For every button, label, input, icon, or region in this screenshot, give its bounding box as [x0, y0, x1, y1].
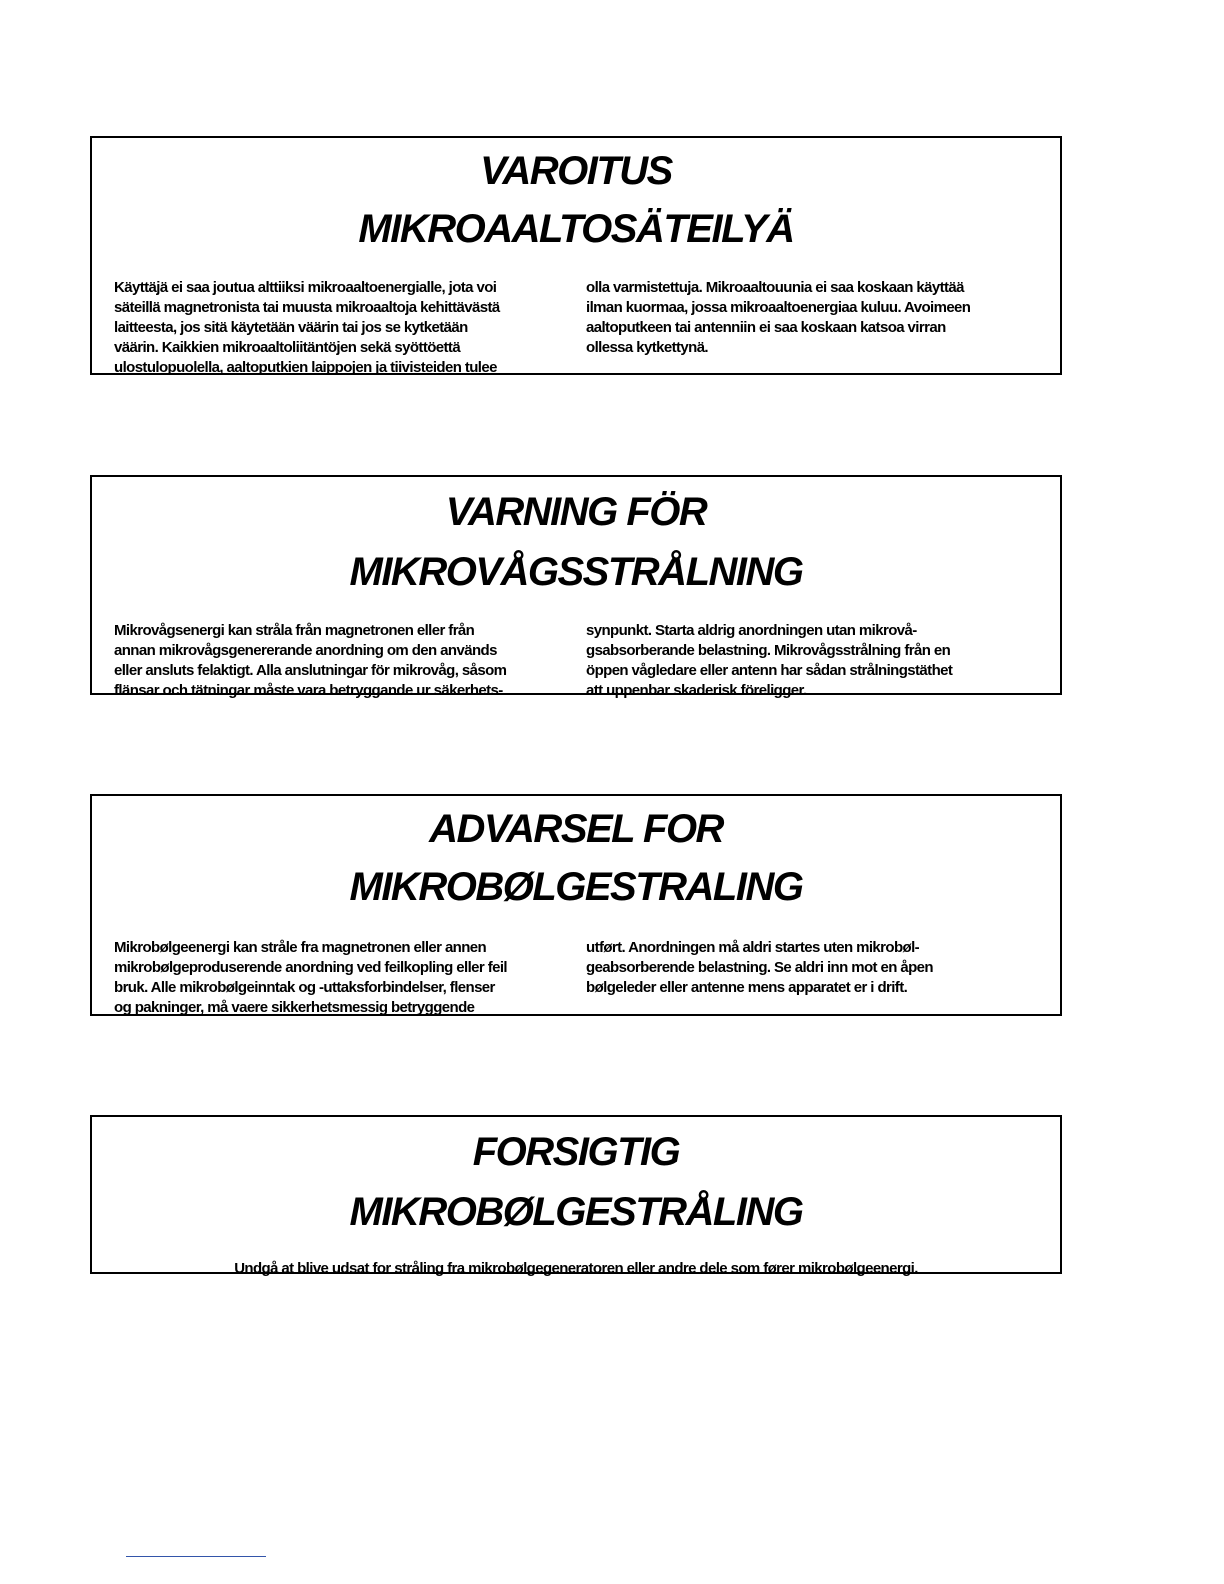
warning-box-norwegian — [90, 794, 1062, 1016]
warning-text-right: synpunkt. Starta aldrig anordningen utan mikrovå- gsabsorberande belastning. Mikrovågsstrålning från en öppen vågledare eller antenn har sådan strålningstäthet att uppenbar skaderisk föreligger. — [586, 622, 953, 699]
warning-title-line1: VARNING FÖR — [445, 490, 707, 534]
warning-text-left: Mikrovågsenergi kan stråla från magnetronen eller från annan mikrovågsgenererande anordning om den används eller ansluts felaktigt. Alla anslutningar för mikrovåg, såsom flänsar och tätningar måste vara betryggande ur säkerhets- — [114, 622, 507, 699]
footer-rule — [126, 1556, 266, 1557]
warning-title-line2: MIKROBØLGESTRÅLING — [349, 1190, 803, 1234]
warning-text-left: Mikrobølgeenergi kan stråle fra magnetronen eller annen mikrobølgeproduserende anordning ved feilkopling eller feil bruk. Alle mikrobølgeinntak og -uttaksforbindelser, flenser og pakninger, må vaere sikkerhetsmessig betryggende — [114, 939, 508, 1016]
warning-box-swedish — [90, 475, 1062, 699]
warning-text-columns — [92, 621, 1060, 701]
warning-box-finnish — [90, 136, 1062, 375]
warning-title-line1: FORSIGTIG — [472, 1130, 680, 1174]
warning-title-line2: MIKROVÅGSSTRÅLNING — [349, 550, 803, 594]
warning-text-columns — [92, 278, 1060, 378]
warning-title-line2: MIKROAALTOSÄTEILYÄ — [358, 207, 794, 251]
warning-text-right: utført. Anordningen må aldri startes uten mikrobøl- geabsorberende belastning. Se aldri inn mot en åpen bølgeleder eller antenne mens apparatet er i drift. — [586, 939, 933, 996]
warning-box-danish — [90, 1115, 1062, 1277]
warning-text-left: Käyttäjä ei saa joutua alttiiksi mikroaaltoenergialle, jota voi säteillä magnetronista tai muusta mikroaaltoja kehittävästä laitteesta, jos sitä käytetään väärin tai jos se kytketään väärin. Kaikkien mikroaaltoliitäntöjen sekä syöttöettä ulostulopuolella, aaltoputkien laippojen ja tiivisteiden tulee — [114, 279, 500, 376]
warning-text: Undgå at blive udsat for stråling fra mikrobølgegeneratoren eller andre dele som fører mikrobølgeenergi. — [234, 1260, 918, 1277]
warning-title-line1: ADVARSEL FOR — [429, 807, 723, 851]
warning-title-line1: VAROITUS — [480, 149, 672, 193]
warning-text-columns — [92, 938, 1060, 1018]
warning-text-right: olla varmistettuja. Mikroaaltouunia ei saa koskaan käyttää ilman kuormaa, jossa mikroaaltoenergiaa kuluu. Avoimeen aaltoputkeen tai antenniin ei saa koskaan katsoa virran ollessa kytkettynä. — [586, 279, 971, 356]
warning-title-line2: MIKROBØLGESTRALING — [349, 865, 803, 909]
